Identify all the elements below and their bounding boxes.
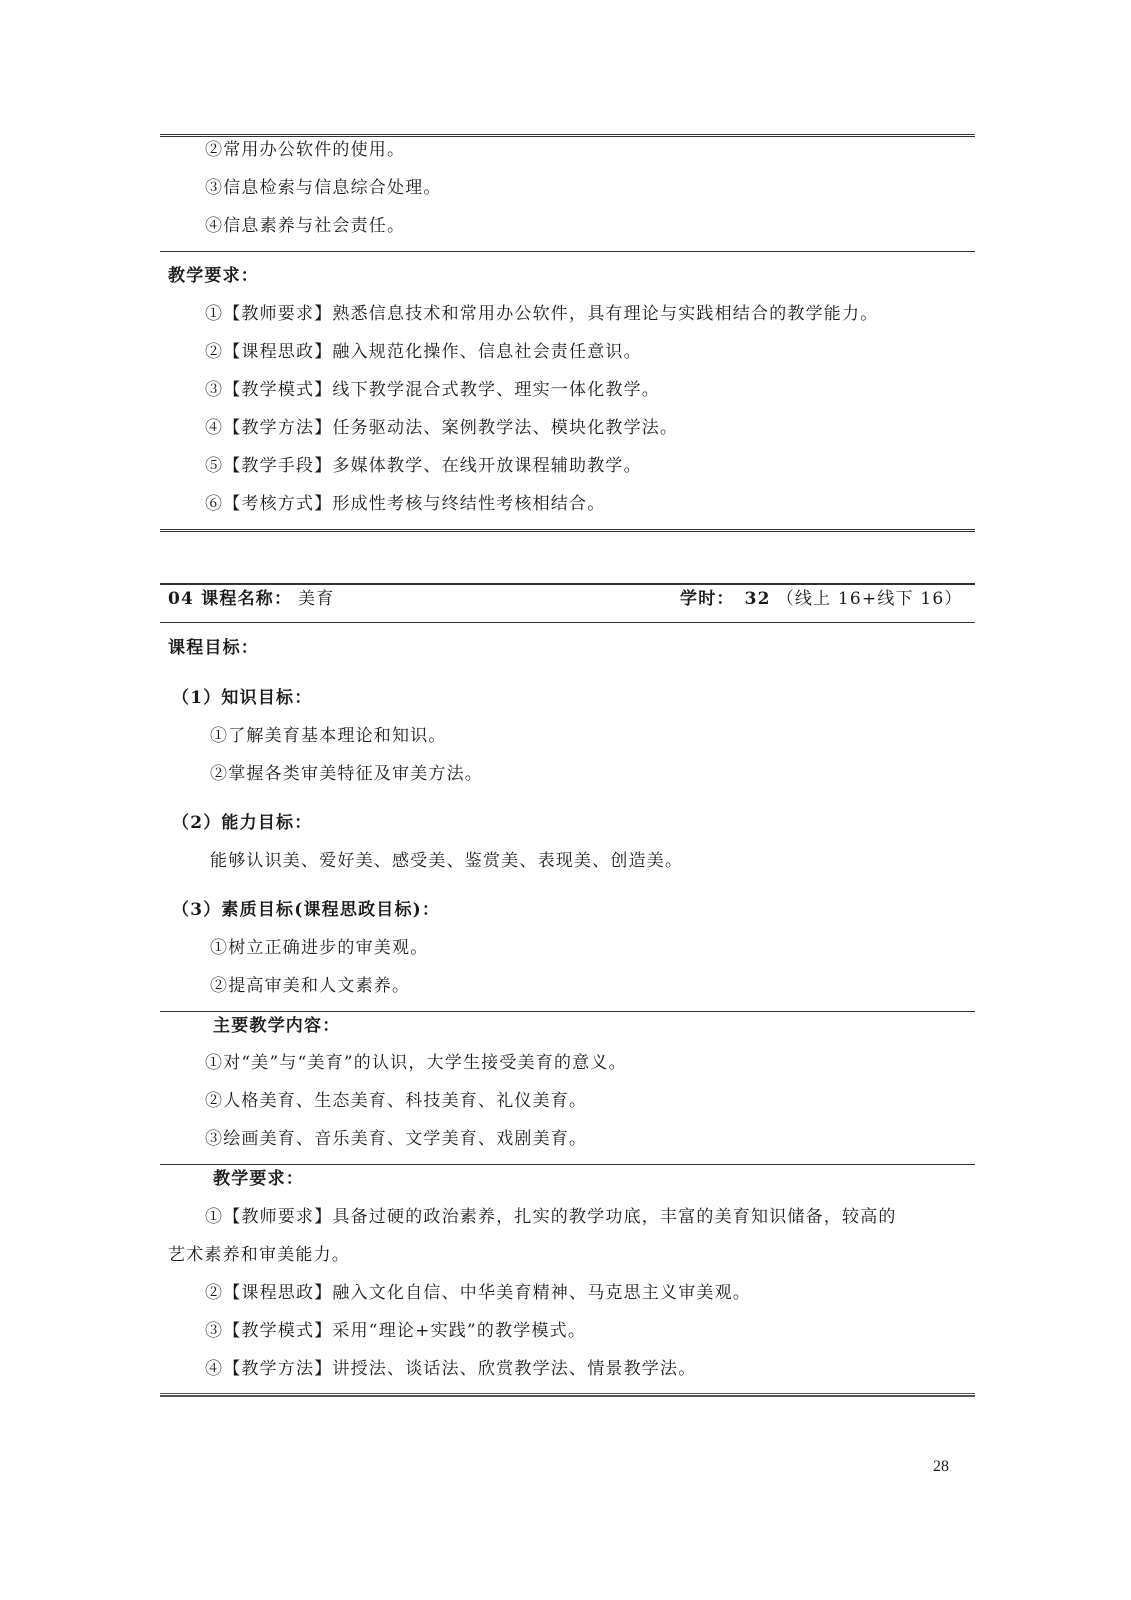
main-content-label: 主要教学内容： bbox=[213, 1016, 341, 1036]
course-name-value: 美育 bbox=[298, 589, 335, 609]
quality-item: ②提高审美和人文素养。 bbox=[210, 976, 411, 996]
requirement-item: ③【教学模式】线下教学混合式教学、理实一体化教学。 bbox=[205, 380, 660, 400]
table-bottom-border bbox=[160, 529, 975, 532]
hours-label: 学时： bbox=[680, 589, 735, 609]
course-goals-label: 课程目标： bbox=[168, 638, 259, 658]
requirement-item-continuation: 艺术素养和审美能力。 bbox=[168, 1245, 350, 1265]
ability-goal-label: （2）能力目标： bbox=[172, 813, 313, 833]
row-divider bbox=[160, 251, 975, 252]
content-item: ①对“美”与“美育”的认识，大学生接受美育的意义。 bbox=[205, 1053, 627, 1073]
quality-goal-label: （3）素质目标(课程思政目标)： bbox=[172, 900, 441, 920]
knowledge-item: ①了解美育基本理论和知识。 bbox=[210, 726, 447, 746]
knowledge-goal-label: （1）知识目标： bbox=[172, 688, 313, 708]
course-hours bbox=[680, 588, 963, 610]
knowledge-item: ②掌握各类审美特征及审美方法。 bbox=[210, 764, 483, 784]
quality-item: ①树立正确进步的审美观。 bbox=[210, 938, 429, 958]
ability-text: 能够认识美、爱好美、感受美、鉴赏美、表现美、创造美。 bbox=[210, 851, 684, 871]
requirement-item: ⑥【考核方式】形成性考核与终结性考核相结合。 bbox=[205, 494, 606, 514]
content-item: ②常用办公软件的使用。 bbox=[205, 140, 406, 160]
teaching-requirements-label: 教学要求： bbox=[213, 1169, 304, 1189]
requirement-item: ④【教学方法】任务驱动法、案例教学法、模块化教学法。 bbox=[205, 418, 679, 438]
requirement-item: ①【教师要求】具备过硬的政治素养，扎实的教学功底，丰富的美育知识储备，较高的 bbox=[205, 1207, 897, 1227]
requirement-item: ④【教学方法】讲授法、谈话法、欣赏教学法、情景教学法。 bbox=[205, 1359, 697, 1379]
requirement-item: ③【教学模式】采用“理论+实践”的教学模式。 bbox=[205, 1321, 587, 1341]
requirement-item: ⑤【教学手段】多媒体教学、在线开放课程辅助教学。 bbox=[205, 456, 642, 476]
content-item: ③信息检索与信息综合处理。 bbox=[205, 178, 442, 198]
table-top-border bbox=[160, 583, 975, 585]
hours-value: 32 bbox=[744, 589, 771, 609]
row-divider bbox=[160, 1011, 975, 1012]
requirement-item: ②【课程思政】融入规范化操作、信息社会责任意识。 bbox=[205, 342, 642, 362]
requirement-item: ①【教师要求】熟悉信息技术和常用办公软件，具有理论与实践相结合的教学能力。 bbox=[205, 304, 879, 324]
table-top-border bbox=[160, 134, 975, 137]
course-name-label: 04 课程名称： bbox=[168, 589, 293, 609]
teaching-requirements-label: 教学要求： bbox=[168, 266, 259, 286]
hours-detail: （线上 16+线下 16） bbox=[776, 589, 963, 609]
row-divider bbox=[160, 622, 975, 623]
table-bottom-border bbox=[160, 1393, 975, 1397]
content-item: ④信息素养与社会责任。 bbox=[205, 216, 406, 236]
content-item: ②人格美育、生态美育、科技美育、礼仪美育。 bbox=[205, 1091, 588, 1111]
content-item: ③绘画美育、音乐美育、文学美育、戏剧美育。 bbox=[205, 1129, 588, 1149]
row-divider bbox=[160, 1164, 975, 1165]
page-number: 28 bbox=[933, 1458, 949, 1475]
requirement-item: ②【课程思政】融入文化自信、中华美育精神、马克思主义审美观。 bbox=[205, 1283, 751, 1303]
